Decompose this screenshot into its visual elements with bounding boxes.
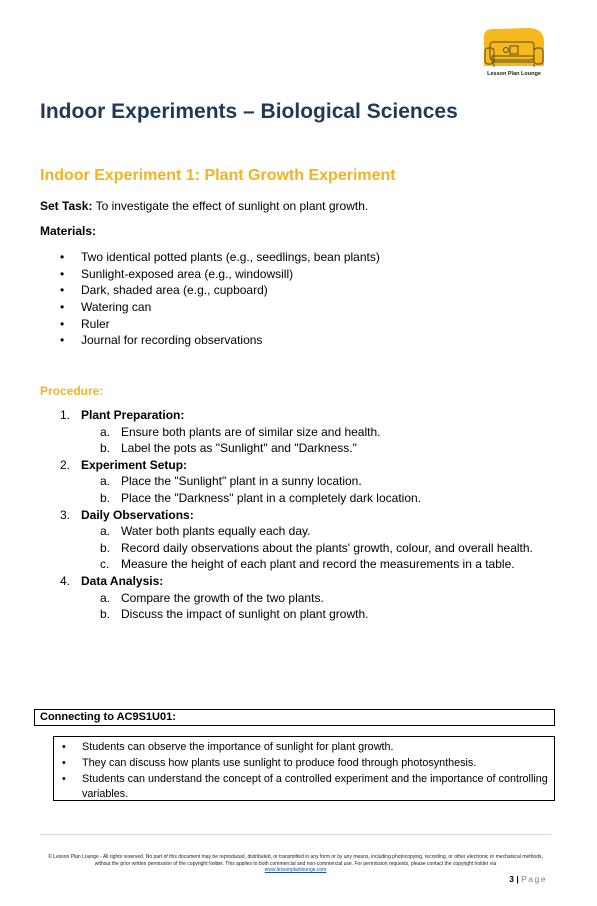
procedure-substep [60,473,533,490]
logo-text: Lesson Plan Lounge [487,71,541,77]
set-task-label: Set Task: [40,199,93,213]
step-title: Daily Observations: [81,507,194,522]
page-number [509,874,547,884]
list-item: • Watering can [60,299,380,316]
step-title: Data Analysis: [81,573,164,588]
substep-text: Place the "Darkness" plant in a completely dark location. [121,490,422,505]
page-separator: | [516,874,519,884]
page-word: Page [521,874,547,884]
procedure-substep [60,540,533,557]
curriculum-outcomes-box [53,736,555,801]
website-link[interactable]: www.lessonplanlounge.com [264,867,327,873]
substep-text: Discuss the impact of sunlight on plant growth. [121,607,369,622]
substep-text: Record daily observations about the plants' growth, colour, and overall health. [121,540,533,555]
list-item: • Students can observe the importance of sunlight for plant growth. [62,740,554,756]
procedure-substep [60,606,533,623]
step-title: Experiment Setup: [81,457,188,472]
procedure-step [60,407,533,424]
step-title: Plant Preparation: [81,408,185,422]
substep-letter: b. [100,490,111,505]
substep-letter: c. [100,557,110,572]
procedure-substep [60,590,533,607]
substep-text: Place the "Sunlight" plant in a sunny location. [121,474,362,489]
substep-letter: b. [100,441,111,456]
substep-text: Label the pots as "Sunlight" and "Darkness." [121,441,357,456]
set-task-text: To investigate the effect of sunlight on plant growth. [92,199,369,213]
list-item: • Dark, shaded area (e.g., cupboard) [60,282,380,299]
list-item: • Sunlight-exposed area (e.g., windowsill) [60,266,380,283]
substep-letter: a. [100,424,111,439]
procedure-steps [60,407,533,623]
procedure-substep [60,556,533,573]
procedure-heading: Procedure: [40,384,104,398]
procedure-step [60,507,533,524]
step-number: 3. [60,507,71,522]
list-item: • Journal for recording observations [60,332,380,349]
procedure-substep [60,490,533,507]
substep-text: Ensure both plants are of similar size and health. [121,424,381,439]
substep-letter: b. [100,540,111,555]
procedure-substep [60,440,533,457]
list-item: • They can discuss how plants use sunlight to produce food through photosynthesis. [62,756,554,772]
procedure-substep [60,424,533,441]
step-number: 1. [60,408,71,422]
substep-letter: a. [100,524,111,539]
procedure-step [60,457,533,474]
materials-heading: Materials: [40,224,97,238]
list-item: • Two identical potted plants (e.g., seedlings, bean plants) [60,249,380,266]
substep-text: Compare the growth of the two plants. [121,590,324,605]
page-title: Indoor Experiments – Biological Sciences [40,100,458,123]
procedure-substep [60,523,533,540]
substep-letter: b. [100,607,111,622]
curriculum-outcomes-list [54,737,554,803]
list-item: • Students can understand the concept of a controlled experiment and the importance of controlling variables. [62,772,554,804]
footer-divider [40,834,551,835]
copyright-text: © Lesson Plan Lounge - All rights reserved. No part of this document may be reproduced, distributed, or transmitted in any form or by any means, including photocopying, recording, or other electronic or mechanical methods, without the prior written permission of the copyright holder. This applies to both commercial and non-commercial use. For permission requests, please contact the copyright holder via [48,854,543,867]
list-item: • Ruler [60,316,380,333]
copyright-notice [40,854,551,874]
step-number: 2. [60,457,71,472]
procedure-step [60,573,533,590]
substep-text: Water both plants equally each day. [121,524,311,539]
set-task [40,199,368,213]
experiment-title: Indoor Experiment 1: Plant Growth Experiment [40,167,396,184]
materials-list [60,249,380,349]
substep-letter: a. [100,474,111,489]
curriculum-heading: Connecting to AC9S1U01: [34,709,555,726]
substep-text: Measure the height of each plant and record the measurements in a table. [121,557,515,572]
step-number: 4. [60,573,71,588]
substep-letter: a. [100,590,111,605]
page-number-value: 3 [509,874,514,884]
